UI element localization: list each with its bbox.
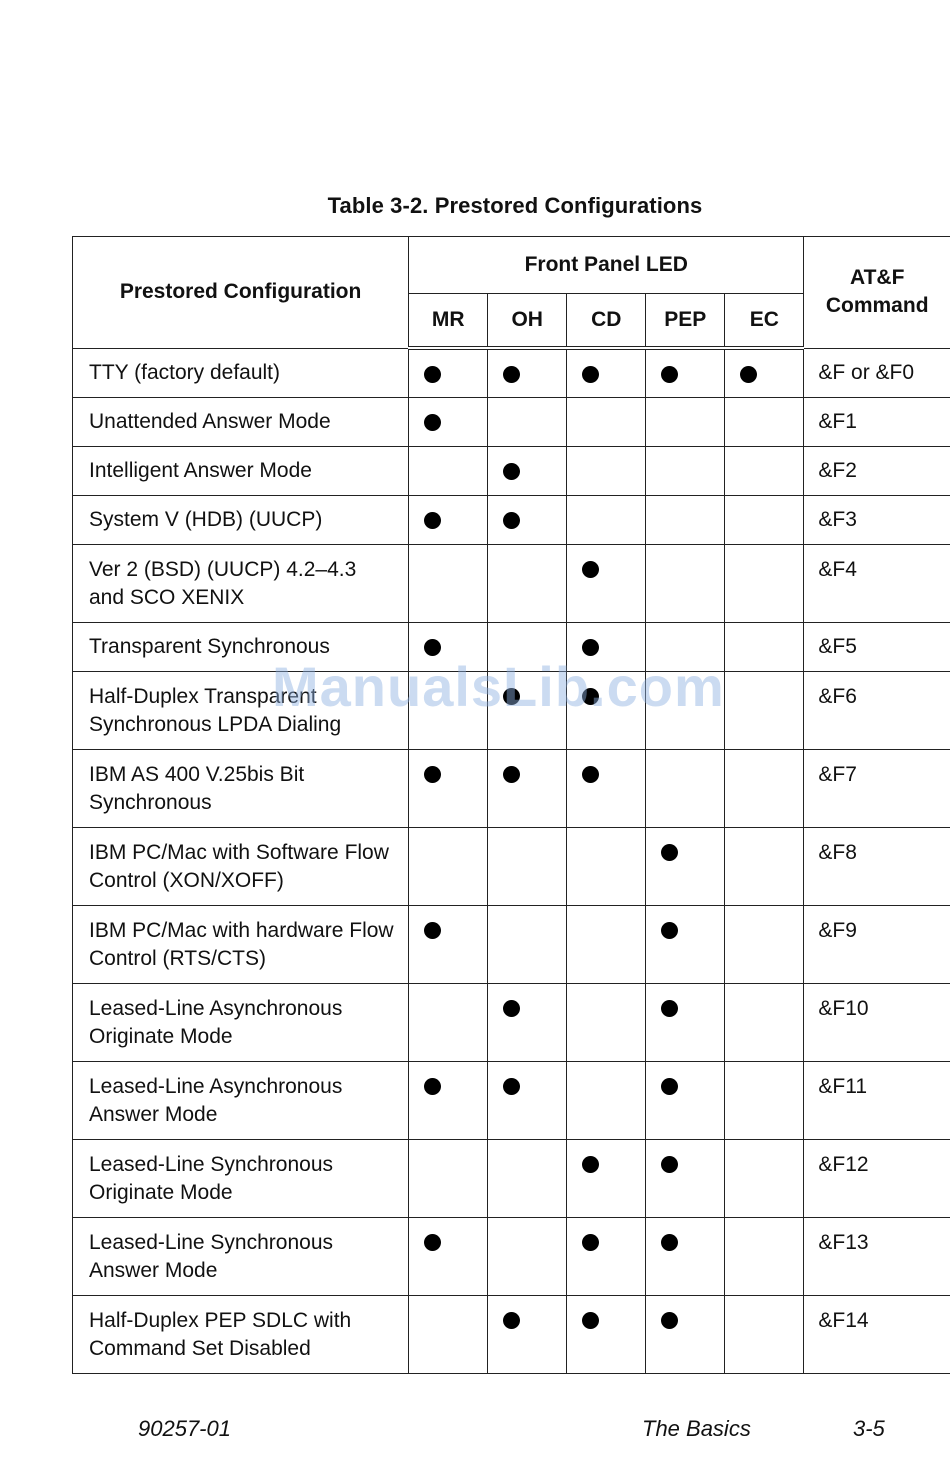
led-cell-ec	[725, 397, 804, 446]
led-cell-cd	[567, 905, 646, 983]
config-name: Ver 2 (BSD) (UUCP) 4.2–4.3 and SCO XENIX	[73, 544, 409, 622]
led-cell-mr	[409, 1217, 488, 1295]
header-led-ec: EC	[725, 294, 804, 349]
led-cell-cd	[567, 983, 646, 1061]
config-name: Leased-Line Synchronous Originate Mode	[73, 1139, 409, 1217]
led-on-dot-icon	[503, 688, 520, 705]
led-cell-ec	[725, 983, 804, 1061]
led-cell-ec	[725, 671, 804, 749]
led-cell-oh	[488, 446, 567, 495]
led-cell-ec	[725, 1217, 804, 1295]
led-cell-pep	[646, 749, 725, 827]
led-cell-mr	[409, 827, 488, 905]
led-on-dot-icon	[503, 366, 520, 383]
led-cell-ec	[725, 1061, 804, 1139]
config-name: TTY (factory default)	[73, 348, 409, 397]
table-row	[73, 1061, 950, 1139]
table-row	[73, 671, 950, 749]
led-cell-oh	[488, 905, 567, 983]
led-cell-ec	[725, 749, 804, 827]
led-on-dot-icon	[582, 366, 599, 383]
led-cell-cd	[567, 1217, 646, 1295]
atf-command: &F4	[804, 544, 950, 622]
led-cell-pep	[646, 1139, 725, 1217]
led-on-dot-icon	[661, 1000, 678, 1017]
watermark: ManualsLib.com	[272, 655, 725, 718]
led-on-dot-icon	[582, 561, 599, 578]
atf-command: &F12	[804, 1139, 950, 1217]
led-cell-ec	[725, 348, 804, 397]
table-row	[73, 1139, 950, 1217]
header-led-mr: MR	[409, 294, 488, 349]
led-on-dot-icon	[424, 512, 441, 529]
led-cell-cd	[567, 1295, 646, 1373]
led-cell-cd	[567, 622, 646, 671]
led-cell-mr	[409, 983, 488, 1061]
led-cell-oh	[488, 544, 567, 622]
led-cell-ec	[725, 544, 804, 622]
led-cell-cd	[567, 446, 646, 495]
atf-command: &F1	[804, 397, 950, 446]
config-name: Unattended Answer Mode	[73, 397, 409, 446]
atf-command: &F5	[804, 622, 950, 671]
led-on-dot-icon	[582, 1234, 599, 1251]
led-on-dot-icon	[424, 639, 441, 656]
table-row	[73, 1217, 950, 1295]
led-cell-mr	[409, 671, 488, 749]
header-front-panel-led: Front Panel LED	[409, 237, 804, 294]
table-row	[73, 397, 950, 446]
table-row	[73, 622, 950, 671]
atf-command: &F6	[804, 671, 950, 749]
config-name: IBM PC/Mac with Software Flow Control (XON/XOFF)	[73, 827, 409, 905]
led-on-dot-icon	[661, 1156, 678, 1173]
led-on-dot-icon	[503, 1078, 520, 1095]
led-cell-cd	[567, 544, 646, 622]
led-cell-cd	[567, 749, 646, 827]
atf-command: &F13	[804, 1217, 950, 1295]
table-row	[73, 348, 950, 397]
atf-command: &F2	[804, 446, 950, 495]
led-cell-pep	[646, 905, 725, 983]
led-on-dot-icon	[503, 1000, 520, 1017]
led-cell-oh	[488, 397, 567, 446]
led-cell-mr	[409, 1295, 488, 1373]
header-led-oh: OH	[488, 294, 567, 349]
table-row	[73, 749, 950, 827]
led-cell-pep	[646, 1061, 725, 1139]
atf-command: &F9	[804, 905, 950, 983]
header-config: Prestored Configuration	[73, 237, 409, 349]
header-led-cd: CD	[567, 294, 646, 349]
atf-command: &F or &F0	[804, 348, 950, 397]
footer-doc-number: 90257-01	[138, 1416, 231, 1441]
led-on-dot-icon	[582, 1156, 599, 1173]
footer-page-number: 3-5	[853, 1416, 885, 1441]
atf-command: &F14	[804, 1295, 950, 1373]
led-cell-cd	[567, 397, 646, 446]
led-cell-pep	[646, 495, 725, 544]
table-row	[73, 827, 950, 905]
table-body	[73, 348, 950, 1373]
table-row	[73, 983, 950, 1061]
config-name: Half-Duplex PEP SDLC with Command Set Disabled	[73, 1295, 409, 1373]
led-on-dot-icon	[740, 366, 757, 383]
table-row	[73, 446, 950, 495]
led-on-dot-icon	[661, 844, 678, 861]
led-on-dot-icon	[661, 366, 678, 383]
led-on-dot-icon	[424, 766, 441, 783]
led-cell-oh	[488, 671, 567, 749]
led-cell-pep	[646, 983, 725, 1061]
led-on-dot-icon	[503, 1312, 520, 1329]
led-on-dot-icon	[661, 1078, 678, 1095]
config-name: Leased-Line Asynchronous Originate Mode	[73, 983, 409, 1061]
led-on-dot-icon	[661, 922, 678, 939]
led-on-dot-icon	[503, 766, 520, 783]
led-cell-ec	[725, 622, 804, 671]
led-cell-pep	[646, 827, 725, 905]
config-name: IBM AS 400 V.25bis Bit Synchronous	[73, 749, 409, 827]
table-title: Table 3-2. Prestored Configurations	[327, 193, 703, 218]
led-on-dot-icon	[424, 366, 441, 383]
led-cell-pep	[646, 1217, 725, 1295]
led-cell-oh	[488, 1295, 567, 1373]
table-row	[73, 544, 950, 622]
config-name: IBM PC/Mac with hardware Flow Control (RTS/CTS)	[73, 905, 409, 983]
led-cell-pep	[646, 397, 725, 446]
led-cell-mr	[409, 749, 488, 827]
led-on-dot-icon	[661, 1234, 678, 1251]
config-name: Intelligent Answer Mode	[73, 446, 409, 495]
prestored-config-table	[72, 236, 950, 1374]
led-cell-cd	[567, 827, 646, 905]
led-cell-mr	[409, 446, 488, 495]
led-cell-cd	[567, 1061, 646, 1139]
config-name: Transparent Synchronous	[73, 622, 409, 671]
led-cell-mr	[409, 495, 488, 544]
led-cell-pep	[646, 446, 725, 495]
led-cell-oh	[488, 983, 567, 1061]
atf-command: &F10	[804, 983, 950, 1061]
led-cell-mr	[409, 348, 488, 397]
led-cell-pep	[646, 348, 725, 397]
config-name: Leased-Line Synchronous Answer Mode	[73, 1217, 409, 1295]
table-row	[73, 495, 950, 544]
led-on-dot-icon	[582, 688, 599, 705]
led-cell-ec	[725, 446, 804, 495]
footer-section: The Basics	[642, 1416, 751, 1441]
table-row	[73, 1295, 950, 1373]
atf-command: &F3	[804, 495, 950, 544]
led-on-dot-icon	[582, 639, 599, 656]
led-cell-oh	[488, 495, 567, 544]
config-name: System V (HDB) (UUCP)	[73, 495, 409, 544]
led-on-dot-icon	[661, 1312, 678, 1329]
led-on-dot-icon	[503, 463, 520, 480]
led-on-dot-icon	[424, 414, 441, 431]
led-on-dot-icon	[503, 512, 520, 529]
led-cell-pep	[646, 544, 725, 622]
led-cell-oh	[488, 1139, 567, 1217]
led-cell-cd	[567, 1139, 646, 1217]
header-led-pep: PEP	[646, 294, 725, 349]
led-cell-mr	[409, 544, 488, 622]
led-cell-mr	[409, 622, 488, 671]
led-cell-oh	[488, 1061, 567, 1139]
led-on-dot-icon	[582, 1312, 599, 1329]
led-cell-mr	[409, 905, 488, 983]
led-cell-pep	[646, 622, 725, 671]
led-on-dot-icon	[424, 1078, 441, 1095]
led-cell-oh	[488, 1217, 567, 1295]
led-cell-ec	[725, 1139, 804, 1217]
led-on-dot-icon	[424, 1234, 441, 1251]
config-name: Leased-Line Asynchronous Answer Mode	[73, 1061, 409, 1139]
led-cell-oh	[488, 827, 567, 905]
atf-command: &F8	[804, 827, 950, 905]
config-name: Half-Duplex Transparent Synchronous LPDA Dialing	[73, 671, 409, 749]
atf-command: &F11	[804, 1061, 950, 1139]
header-command: AT&F Command	[804, 237, 950, 349]
led-cell-cd	[567, 495, 646, 544]
atf-command: &F7	[804, 749, 950, 827]
led-cell-pep	[646, 1295, 725, 1373]
led-cell-cd	[567, 348, 646, 397]
led-cell-mr	[409, 1139, 488, 1217]
led-on-dot-icon	[582, 766, 599, 783]
led-cell-mr	[409, 397, 488, 446]
led-cell-oh	[488, 348, 567, 397]
led-cell-mr	[409, 1061, 488, 1139]
led-cell-ec	[725, 1295, 804, 1373]
led-cell-cd	[567, 671, 646, 749]
led-cell-ec	[725, 827, 804, 905]
led-cell-ec	[725, 905, 804, 983]
led-cell-pep	[646, 671, 725, 749]
led-cell-oh	[488, 622, 567, 671]
led-cell-ec	[725, 495, 804, 544]
led-on-dot-icon	[424, 922, 441, 939]
led-cell-oh	[488, 749, 567, 827]
table-row	[73, 905, 950, 983]
